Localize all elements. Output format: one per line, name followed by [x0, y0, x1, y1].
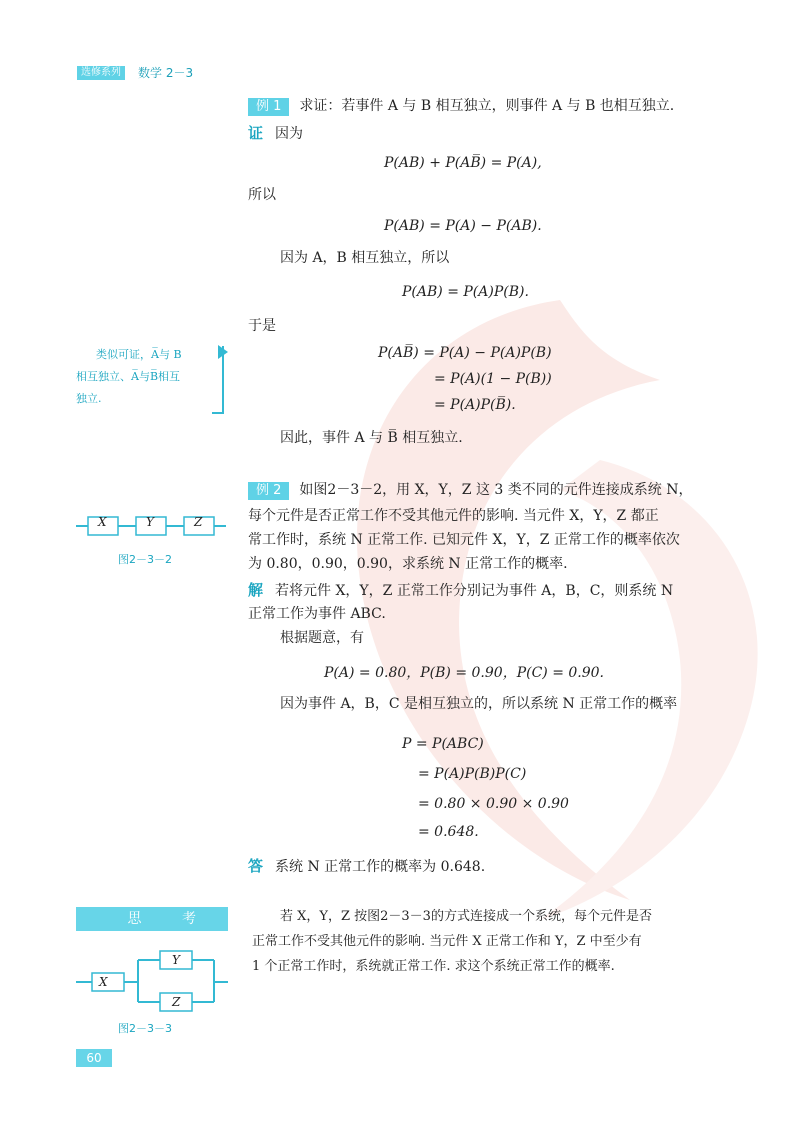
equation-2: P(AB) = P(A) − P(AB).: [384, 218, 542, 234]
fig1-z-label: Z: [194, 515, 203, 529]
equation-5: P(A) = 0.80，P(B) = 0.90，P(C) = 0.90.: [324, 665, 604, 681]
fig2-y-label: Y: [172, 953, 180, 967]
solution-line-1: [248, 580, 673, 601]
proof-intro: 因为: [275, 126, 304, 142]
side-note-line-1: 类似可证，A̅与 B: [96, 348, 182, 361]
equation-6c: = 0.80 × 0.90 × 0.90: [418, 796, 569, 812]
fig1-x-label: X: [98, 515, 107, 529]
solution-line-3: 根据题意，有: [280, 630, 364, 646]
equation-4c: = P(A)P(B̅).: [434, 397, 516, 413]
example1-tag: 例 1: [248, 98, 289, 116]
answer-label: 答: [248, 857, 264, 875]
side-note-line-3: 独立.: [76, 392, 102, 405]
side-note: [76, 344, 216, 410]
equation-6d: = 0.648.: [418, 824, 479, 840]
solution-line-2: 正常工作为事件 ABC.: [248, 606, 386, 622]
think-text: [252, 904, 752, 979]
equation-6a: P = P(ABC): [402, 736, 484, 752]
side-note-line-2: 相互独立、A̅与B̅相互: [76, 370, 181, 383]
series-tag: 选修系列: [77, 66, 125, 80]
think-line-2: 正常工作不受其他元件的影响. 当元件 X 正常工作和 Y，Z 中至少有: [252, 934, 642, 949]
fig2-x-label: X: [99, 975, 108, 989]
example2-line-4: 为 0.80，0.90，0.90，求系统 N 正常工作的概率.: [248, 556, 568, 572]
note-arrow-icon: [218, 345, 228, 359]
proof-label: 证: [248, 124, 264, 142]
solution-label: 解: [248, 581, 264, 599]
page-number: 60: [76, 1049, 112, 1067]
example2-line-2: 每个元件是否正常工作不受其他元件的影响. 当元件 X，Y，Z 都正: [248, 508, 659, 524]
example2-line-3: 常工作时，系统 N 正常工作. 已知元件 X，Y，Z 正常工作的概率依次: [248, 532, 680, 548]
because-text: 因为 A，B 相互独立，所以: [280, 250, 450, 266]
example2-tag: 例 2: [248, 482, 289, 500]
equation-4a: P(AB̅) = P(A) − P(A)P(B): [378, 345, 552, 361]
equation-1: P(AB) + P(AB̅) = P(A),: [384, 155, 542, 171]
fig1-y-label: Y: [146, 515, 154, 529]
example1-statement: 求证：若事件 A 与 B 相互独立，则事件 A 与 B 也相互独立.: [299, 98, 675, 114]
answer-text: 系统 N 正常工作的概率为 0.648.: [275, 859, 486, 875]
think-title-bar: 思 考: [76, 907, 228, 931]
fig2-z-label: Z: [172, 995, 181, 1009]
figure1-caption: 图2－3－2: [118, 553, 172, 566]
conclusion-text: 因此，事件 A 与 B̅ 相互独立.: [280, 430, 463, 446]
figure2-caption: 图2－3－3: [118, 1022, 172, 1035]
think-line-3: 1 个正常工作时，系统就正常工作. 求这个系统正常工作的概率.: [252, 959, 615, 974]
equation-4b: = P(A)(1 − P(B)): [434, 371, 552, 387]
example1-statement-line: [248, 96, 674, 116]
book-title: 数学 2－3: [138, 66, 194, 80]
so-text-1: 所以: [248, 187, 276, 203]
solution-text-1: 若将元件 X，Y，Z 正常工作分别记为事件 A，B，C，则系统 N: [275, 583, 674, 599]
equation-3: P(AB) = P(A)P(B).: [402, 284, 529, 300]
solution-line-4: 因为事件 A，B，C 是相互独立的，所以系统 N 正常工作的概率: [280, 696, 678, 712]
example2-text-1: 如图2－3－2，用 X，Y，Z 这 3 类不同的元件连接成系统 N，: [299, 482, 693, 498]
answer-line: [248, 856, 485, 877]
think-line-1: 若 X，Y，Z 按图2－3－3的方式连接成一个系统，每个元件是否: [280, 909, 652, 924]
equation-6b: = P(A)P(B)P(C): [418, 766, 527, 782]
so-text-2: 于是: [248, 318, 276, 334]
proof-intro-line: [248, 123, 303, 144]
example2-line-1: [248, 480, 692, 500]
